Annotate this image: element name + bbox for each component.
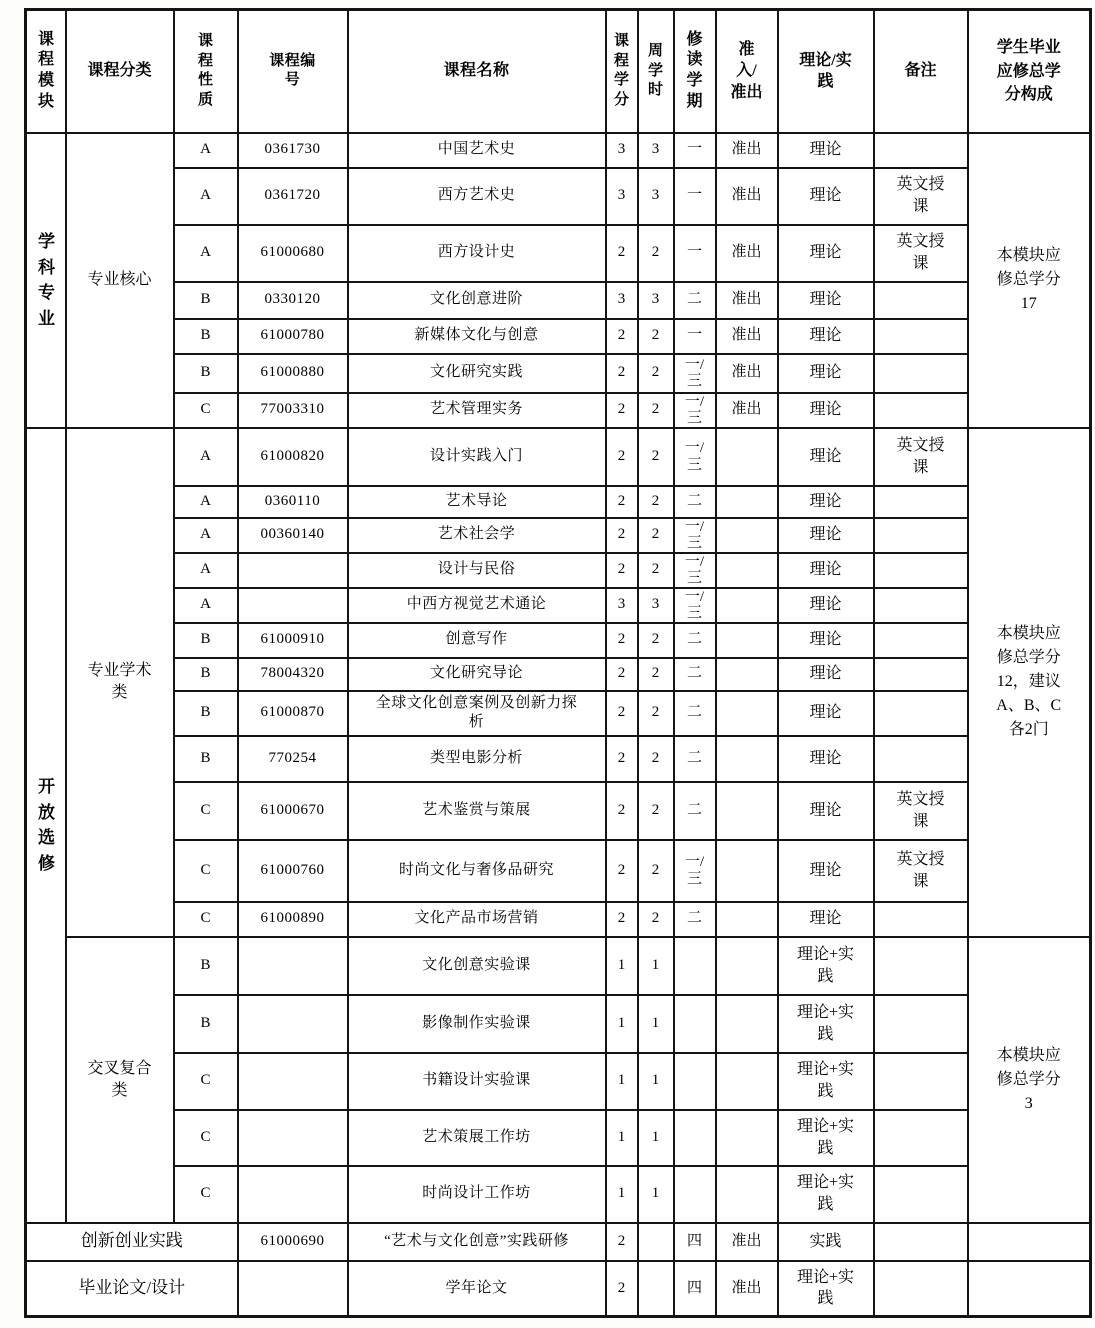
credits-cell: 1: [606, 937, 638, 995]
access-cell: 准出: [716, 1223, 778, 1261]
weekly-hours-cell: 2: [638, 902, 674, 937]
remark-cell: [874, 486, 968, 518]
credits-cell: 2: [606, 518, 638, 553]
summary-cell: 本模块应修总学分 17: [968, 133, 1091, 428]
course-name-cell: 影像制作实验课: [348, 995, 606, 1053]
remark-cell: [874, 658, 968, 691]
theory-practice-cell: 理论+实践: [778, 995, 874, 1053]
semester-cell: 一: [674, 133, 716, 168]
course-code-cell: 770254: [238, 736, 348, 782]
course-type-cell: C: [174, 1166, 238, 1223]
table-row: [26, 168, 1091, 225]
semester-cell: 一: [674, 168, 716, 225]
course-type-cell: A: [174, 225, 238, 282]
theory-practice-cell: 理论+实践: [778, 937, 874, 995]
access-cell: [716, 995, 778, 1053]
semester-cell: 二: [674, 782, 716, 840]
access-cell: 准出: [716, 354, 778, 393]
theory-practice-cell: 理论: [778, 658, 874, 691]
course-name-cell: 西方设计史: [348, 225, 606, 282]
weekly-hours-cell: 2: [638, 428, 674, 486]
access-cell: 准出: [716, 225, 778, 282]
credits-cell: 2: [606, 902, 638, 937]
course-type-cell: A: [174, 518, 238, 553]
theory-practice-cell: 理论: [778, 623, 874, 658]
course-name-cell: 文化研究实践: [348, 354, 606, 393]
summary-cell: 本模块应修总学分 3: [968, 937, 1091, 1223]
theory-practice-cell: 理论: [778, 319, 874, 354]
semester-cell: 四: [674, 1223, 716, 1261]
course-type-cell: B: [174, 658, 238, 691]
table-row: [26, 354, 1091, 393]
credits-cell: 2: [606, 393, 638, 428]
access-cell: 准出: [716, 133, 778, 168]
semester-cell: 二: [674, 691, 716, 736]
access-cell: [716, 1166, 778, 1223]
theory-practice-cell: 理论: [778, 588, 874, 623]
section-label-cell: 毕业论文/设计: [26, 1261, 238, 1317]
module-cell: 学科专业: [26, 133, 66, 428]
credits-cell: 1: [606, 1166, 638, 1223]
header-access: 准入/准出: [716, 10, 778, 133]
weekly-hours-cell: 2: [638, 486, 674, 518]
course-code-cell: 0330120: [238, 282, 348, 319]
weekly-hours-cell: 2: [638, 518, 674, 553]
table-row: [26, 1261, 1091, 1317]
table-row: [26, 553, 1091, 588]
course-type-cell: B: [174, 623, 238, 658]
semester-cell: [674, 1166, 716, 1223]
course-code-cell: 61000690: [238, 1223, 348, 1261]
table-row: [26, 840, 1091, 902]
table-row: [26, 225, 1091, 282]
credits-cell: 3: [606, 168, 638, 225]
remark-cell: [874, 133, 968, 168]
weekly-hours-cell: 3: [638, 282, 674, 319]
access-cell: [716, 623, 778, 658]
course-code-cell: 61000910: [238, 623, 348, 658]
weekly-hours-cell: 2: [638, 553, 674, 588]
course-name-cell: 学年论文: [348, 1261, 606, 1317]
summary-cell: [968, 1261, 1091, 1317]
course-name-cell: 文化创意进阶: [348, 282, 606, 319]
table-row: [26, 486, 1091, 518]
remark-cell: [874, 937, 968, 995]
header-graduation-credits: 学生毕业应修总学分构成: [968, 10, 1091, 133]
course-name-cell: 艺术导论: [348, 486, 606, 518]
header-remarks: 备注: [874, 10, 968, 133]
theory-practice-cell: 理论+实践: [778, 1166, 874, 1223]
summary-cell: [968, 1223, 1091, 1261]
table-row: [26, 518, 1091, 553]
category-cell: 专业核心: [66, 133, 174, 428]
course-name-cell: 时尚文化与奢侈品研究: [348, 840, 606, 902]
theory-practice-cell: 理论: [778, 518, 874, 553]
table-row: [26, 623, 1091, 658]
course-type-cell: A: [174, 168, 238, 225]
semester-cell: 一: [674, 319, 716, 354]
section-label-cell: 创新创业实践: [26, 1223, 238, 1261]
course-type-cell: A: [174, 428, 238, 486]
course-name-cell: 艺术鉴赏与策展: [348, 782, 606, 840]
remark-cell: 英文授课: [874, 840, 968, 902]
weekly-hours-cell: 2: [638, 393, 674, 428]
course-name-cell: 中西方视觉艺术通论: [348, 588, 606, 623]
theory-practice-cell: 理论: [778, 736, 874, 782]
theory-practice-cell: 理论: [778, 225, 874, 282]
semester-cell: 四: [674, 1261, 716, 1317]
weekly-hours-cell: 2: [638, 623, 674, 658]
credits-cell: 2: [606, 1223, 638, 1261]
table-row: [26, 1166, 1091, 1223]
weekly-hours-cell: 1: [638, 1110, 674, 1166]
remark-cell: [874, 393, 968, 428]
remark-cell: [874, 736, 968, 782]
theory-practice-cell: 理论+实践: [778, 1261, 874, 1317]
theory-practice-cell: 理论: [778, 486, 874, 518]
access-cell: 准出: [716, 282, 778, 319]
theory-practice-cell: 理论: [778, 691, 874, 736]
course-name-cell: 设计与民俗: [348, 553, 606, 588]
course-type-cell: B: [174, 282, 238, 319]
course-type-cell: B: [174, 354, 238, 393]
weekly-hours-cell: 1: [638, 995, 674, 1053]
theory-practice-cell: 理论: [778, 282, 874, 319]
semester-cell: [674, 1110, 716, 1166]
course-code-cell: 77003310: [238, 393, 348, 428]
weekly-hours-cell: 1: [638, 1166, 674, 1223]
course-code-cell: [238, 995, 348, 1053]
semester-cell: 一/三: [674, 588, 716, 623]
remark-cell: [874, 1223, 968, 1261]
credits-cell: 2: [606, 553, 638, 588]
credits-cell: 2: [606, 691, 638, 736]
course-code-cell: [238, 1166, 348, 1223]
semester-cell: 二: [674, 486, 716, 518]
course-code-cell: 61000680: [238, 225, 348, 282]
credits-cell: 3: [606, 133, 638, 168]
course-type-cell: A: [174, 588, 238, 623]
header-weekly-hours: 周学时: [638, 10, 674, 133]
access-cell: [716, 782, 778, 840]
course-type-cell: C: [174, 840, 238, 902]
weekly-hours-cell: 3: [638, 588, 674, 623]
semester-cell: 二: [674, 623, 716, 658]
course-code-cell: 61000870: [238, 691, 348, 736]
header-course-name: 课程名称: [348, 10, 606, 133]
course-code-cell: 0361730: [238, 133, 348, 168]
course-name-cell: 书籍设计实验课: [348, 1053, 606, 1110]
remark-cell: 英文授课: [874, 428, 968, 486]
semester-cell: 二: [674, 658, 716, 691]
access-cell: [716, 1110, 778, 1166]
weekly-hours-cell: 2: [638, 225, 674, 282]
course-code-cell: 0360110: [238, 486, 348, 518]
weekly-hours-cell: [638, 1223, 674, 1261]
course-name-cell: 创意写作: [348, 623, 606, 658]
credits-cell: 1: [606, 1110, 638, 1166]
table-body: [26, 133, 1091, 1317]
course-name-cell: 时尚设计工作坊: [348, 1166, 606, 1223]
semester-cell: 一/三: [674, 518, 716, 553]
credits-cell: 3: [606, 588, 638, 623]
credits-cell: 2: [606, 486, 638, 518]
credits-cell: 2: [606, 319, 638, 354]
semester-cell: 一: [674, 225, 716, 282]
table-row: [26, 995, 1091, 1053]
semester-cell: 一/三: [674, 393, 716, 428]
course-type-cell: C: [174, 1053, 238, 1110]
header-course-code: 课程编号: [238, 10, 348, 133]
course-type-cell: C: [174, 393, 238, 428]
credits-cell: 2: [606, 623, 638, 658]
access-cell: [716, 486, 778, 518]
course-code-cell: [238, 588, 348, 623]
course-name-cell: 新媒体文化与创意: [348, 319, 606, 354]
course-type-cell: C: [174, 902, 238, 937]
course-type-cell: A: [174, 133, 238, 168]
table-row: [26, 658, 1091, 691]
remark-cell: [874, 1110, 968, 1166]
weekly-hours-cell: 2: [638, 319, 674, 354]
remark-cell: [874, 995, 968, 1053]
table-row: [26, 282, 1091, 319]
semester-cell: [674, 937, 716, 995]
credits-cell: 2: [606, 782, 638, 840]
access-cell: [716, 658, 778, 691]
table-row: [26, 937, 1091, 995]
access-cell: [716, 428, 778, 486]
category-cell: 专业学术类: [66, 428, 174, 937]
course-code-cell: 61000670: [238, 782, 348, 840]
semester-cell: 二: [674, 736, 716, 782]
credits-cell: 2: [606, 354, 638, 393]
course-name-cell: 艺术策展工作坊: [348, 1110, 606, 1166]
table-row: [26, 393, 1091, 428]
course-code-cell: [238, 1261, 348, 1317]
course-name-cell: 文化研究导论: [348, 658, 606, 691]
remark-cell: [874, 319, 968, 354]
course-type-cell: B: [174, 995, 238, 1053]
course-name-cell: 艺术社会学: [348, 518, 606, 553]
theory-practice-cell: 理论: [778, 840, 874, 902]
module-cell: 开放选修: [26, 428, 66, 1223]
course-code-cell: 61000780: [238, 319, 348, 354]
theory-practice-cell: 理论: [778, 133, 874, 168]
semester-cell: 一/三: [674, 354, 716, 393]
course-type-cell: B: [174, 319, 238, 354]
weekly-hours-cell: 2: [638, 736, 674, 782]
course-code-cell: [238, 1053, 348, 1110]
table-row: [26, 133, 1091, 168]
course-type-cell: B: [174, 736, 238, 782]
credits-cell: 3: [606, 282, 638, 319]
credits-cell: 2: [606, 840, 638, 902]
course-name-cell: “艺术与文化创意”实践研修: [348, 1223, 606, 1261]
semester-cell: 一/三: [674, 428, 716, 486]
remark-cell: 英文授课: [874, 782, 968, 840]
theory-practice-cell: 实践: [778, 1223, 874, 1261]
weekly-hours-cell: 3: [638, 168, 674, 225]
table-row: [26, 1110, 1091, 1166]
theory-practice-cell: 理论: [778, 168, 874, 225]
header-theory-practice: 理论/实践: [778, 10, 874, 133]
remark-cell: [874, 282, 968, 319]
summary-cell: 本模块应修总学分12，建议A、B、C各2门: [968, 428, 1091, 937]
remark-cell: 英文授课: [874, 225, 968, 282]
credits-cell: 2: [606, 658, 638, 691]
access-cell: [716, 902, 778, 937]
course-name-cell: 艺术管理实务: [348, 393, 606, 428]
access-cell: [716, 691, 778, 736]
weekly-hours-cell: 2: [638, 691, 674, 736]
course-name-cell: 中国艺术史: [348, 133, 606, 168]
course-name-cell: 全球文化创意案例及创新力探析: [348, 691, 606, 736]
access-cell: [716, 840, 778, 902]
remark-cell: [874, 354, 968, 393]
course-code-cell: 61000890: [238, 902, 348, 937]
semester-cell: [674, 995, 716, 1053]
remark-cell: [874, 691, 968, 736]
access-cell: [716, 588, 778, 623]
theory-practice-cell: 理论: [778, 354, 874, 393]
category-cell: 交叉复合类: [66, 937, 174, 1223]
header-course-module: 课程模块: [26, 10, 66, 133]
weekly-hours-cell: 2: [638, 840, 674, 902]
curriculum-table: [24, 8, 1092, 1318]
table-row: [26, 1053, 1091, 1110]
course-code-cell: [238, 937, 348, 995]
theory-practice-cell: 理论: [778, 553, 874, 588]
course-name-cell: 设计实践入门: [348, 428, 606, 486]
access-cell: 准出: [716, 168, 778, 225]
table-row: [26, 1223, 1091, 1261]
course-type-cell: C: [174, 782, 238, 840]
table-row: [26, 902, 1091, 937]
semester-cell: [674, 1053, 716, 1110]
table-row: [26, 428, 1091, 486]
course-code-cell: 0361720: [238, 168, 348, 225]
course-name-cell: 文化产品市场营销: [348, 902, 606, 937]
credits-cell: 1: [606, 1053, 638, 1110]
remark-cell: [874, 588, 968, 623]
access-cell: 准出: [716, 1261, 778, 1317]
course-code-cell: 61000820: [238, 428, 348, 486]
header-semester: 修读学期: [674, 10, 716, 133]
credits-cell: 2: [606, 736, 638, 782]
credits-cell: 1: [606, 995, 638, 1053]
course-type-cell: A: [174, 486, 238, 518]
table-row: [26, 782, 1091, 840]
table-row: [26, 691, 1091, 736]
weekly-hours-cell: [638, 1261, 674, 1317]
remark-cell: [874, 553, 968, 588]
access-cell: [716, 553, 778, 588]
remark-cell: [874, 902, 968, 937]
credits-cell: 2: [606, 225, 638, 282]
table-row: [26, 736, 1091, 782]
access-cell: [716, 518, 778, 553]
theory-practice-cell: 理论+实践: [778, 1053, 874, 1110]
course-type-cell: B: [174, 691, 238, 736]
theory-practice-cell: 理论+实践: [778, 1110, 874, 1166]
remark-cell: [874, 1261, 968, 1317]
course-code-cell: 00360140: [238, 518, 348, 553]
table-row: [26, 588, 1091, 623]
semester-cell: 二: [674, 282, 716, 319]
header-row: [26, 10, 1091, 133]
course-code-cell: 61000880: [238, 354, 348, 393]
weekly-hours-cell: 1: [638, 1053, 674, 1110]
course-code-cell: [238, 1110, 348, 1166]
semester-cell: 二: [674, 902, 716, 937]
access-cell: [716, 736, 778, 782]
credits-cell: 2: [606, 428, 638, 486]
course-name-cell: 类型电影分析: [348, 736, 606, 782]
remark-cell: [874, 1053, 968, 1110]
theory-practice-cell: 理论: [778, 782, 874, 840]
access-cell: 准出: [716, 393, 778, 428]
header-credits: 课程学分: [606, 10, 638, 133]
credits-cell: 2: [606, 1261, 638, 1317]
semester-cell: 一/三: [674, 553, 716, 588]
theory-practice-cell: 理论: [778, 428, 874, 486]
table-row: [26, 319, 1091, 354]
access-cell: [716, 937, 778, 995]
weekly-hours-cell: 2: [638, 354, 674, 393]
weekly-hours-cell: 3: [638, 133, 674, 168]
remark-cell: [874, 518, 968, 553]
course-name-cell: 西方艺术史: [348, 168, 606, 225]
course-name-cell: 文化创意实验课: [348, 937, 606, 995]
course-type-cell: B: [174, 937, 238, 995]
weekly-hours-cell: 2: [638, 658, 674, 691]
course-code-cell: [238, 553, 348, 588]
course-type-cell: A: [174, 553, 238, 588]
header-course-classification: 课程分类: [66, 10, 174, 133]
course-code-cell: 78004320: [238, 658, 348, 691]
theory-practice-cell: 理论: [778, 393, 874, 428]
semester-cell: 一/三: [674, 840, 716, 902]
remark-cell: [874, 1166, 968, 1223]
weekly-hours-cell: 2: [638, 782, 674, 840]
course-code-cell: 61000760: [238, 840, 348, 902]
theory-practice-cell: 理论: [778, 902, 874, 937]
remark-cell: 英文授课: [874, 168, 968, 225]
header-course-nature: 课程性质: [174, 10, 238, 133]
course-type-cell: C: [174, 1110, 238, 1166]
access-cell: [716, 1053, 778, 1110]
remark-cell: [874, 623, 968, 658]
access-cell: 准出: [716, 319, 778, 354]
weekly-hours-cell: 1: [638, 937, 674, 995]
